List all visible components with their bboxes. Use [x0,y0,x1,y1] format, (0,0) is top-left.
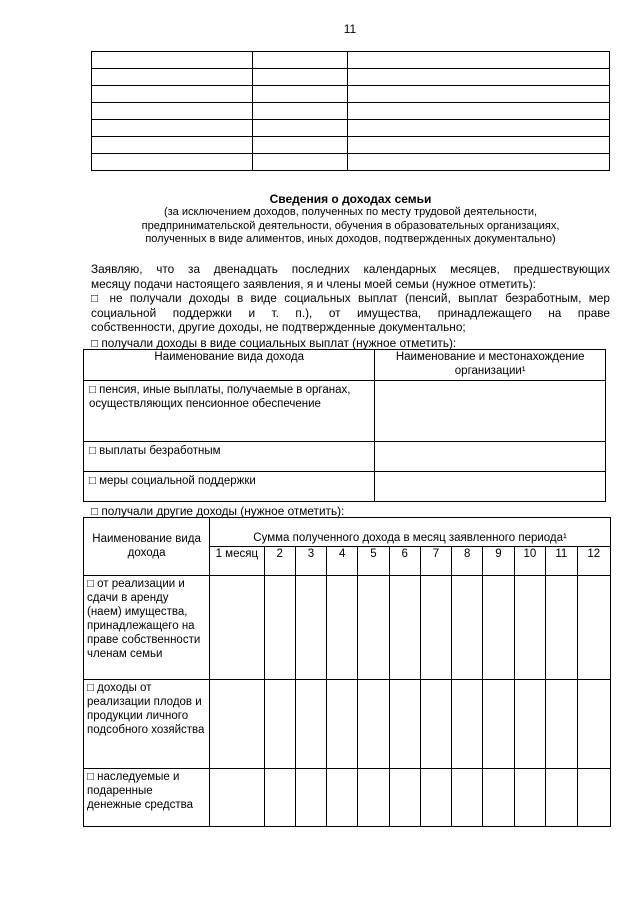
month-header: 6 [389,547,420,576]
amount-cell[interactable] [358,680,389,769]
header-income-type: Наименование вида дохода [84,350,375,381]
table-cell[interactable] [347,52,610,69]
amount-cell[interactable] [420,769,451,827]
table-cell[interactable] [252,120,347,137]
table-row [92,154,610,171]
table-cell[interactable] [252,137,347,154]
amount-cell[interactable] [327,576,358,680]
social-payments-table [83,349,606,502]
month-header: 1 месяц [210,547,264,576]
amount-cell[interactable] [514,680,545,769]
table-cell[interactable] [252,69,347,86]
section-subtitle [91,206,610,247]
table-cell[interactable] [347,154,610,171]
option-inherited-gifts[interactable]: □ наследуемые и подаренные денежные средства [84,769,210,827]
other-income-table [83,517,611,827]
table-header-row [84,518,611,547]
declaration-line: социальной поддержки и т. п.), от имущества, принадлежащего на праве [91,305,610,320]
month-header: 11 [546,547,577,576]
declaration-text [91,262,610,335]
amount-cell[interactable] [514,576,545,680]
table-row [84,680,611,769]
table-cell[interactable] [92,86,253,103]
amount-cell[interactable] [577,680,610,769]
amount-cell[interactable] [514,769,545,827]
table-cell[interactable] [347,86,610,103]
table-row [84,442,606,472]
table-header-row [84,350,606,381]
table-row [92,103,610,120]
blank-continuation-table [91,51,610,171]
table-row [84,472,606,502]
option-household-produce[interactable]: □ доходы от реализации плодов и продукции личного подсобного хозяйства [84,680,210,769]
month-header: 10 [514,547,545,576]
month-header: 3 [295,547,326,576]
table-row [92,137,610,154]
subtitle-line: полученных в виде алиментов, иных доходов, подтвержденных документально) [145,233,556,245]
organization-input[interactable] [375,472,606,502]
table-cell[interactable] [252,86,347,103]
amount-cell[interactable] [389,769,420,827]
declaration-line: Заявляю, что за двенадцать последних календарных месяцев, предшествующих [91,262,610,276]
amount-cell[interactable] [577,769,610,827]
amount-cell[interactable] [546,769,577,827]
amount-cell[interactable] [483,769,514,827]
amount-cell[interactable] [327,680,358,769]
month-header: 9 [483,547,514,576]
option-social-support[interactable]: □ меры социальной поддержки [84,472,375,502]
month-header: 7 [420,547,451,576]
table-row [84,769,611,827]
table-cell[interactable] [347,103,610,120]
section-title: Сведения о доходах семьи [269,192,432,206]
table-row [92,52,610,69]
amount-cell[interactable] [210,680,264,769]
option-unemployment[interactable]: □ выплаты безработным [84,442,375,472]
amount-cell[interactable] [210,769,264,827]
header-income-type: Наименование вида дохода [84,518,210,576]
month-header: 12 [577,547,610,576]
option-social-payments[interactable]: □ получали доходы в виде социальных выплат (нужное отметить): [91,336,457,350]
amount-cell[interactable] [389,576,420,680]
amount-cell[interactable] [295,576,326,680]
amount-cell[interactable] [546,680,577,769]
table-cell[interactable] [347,137,610,154]
table-cell[interactable] [92,52,253,69]
amount-cell[interactable] [358,576,389,680]
month-header: 2 [264,547,295,576]
amount-cell[interactable] [452,576,483,680]
amount-cell[interactable] [483,576,514,680]
declaration-line: месяцу подачи настоящего заявления, я и члены моей семьи (нужное отметить): [91,276,536,291]
table-cell[interactable] [252,103,347,120]
table-row [92,86,610,103]
amount-cell[interactable] [420,680,451,769]
amount-cell[interactable] [358,769,389,827]
amount-cell[interactable] [264,576,295,680]
table-cell[interactable] [252,154,347,171]
amount-cell[interactable] [264,680,295,769]
option-pension[interactable]: □ пенсия, иные выплаты, получаемые в органах, осуществляющих пенсионное обеспечение [84,381,375,442]
table-cell[interactable] [92,154,253,171]
page-number: 11 [343,22,357,36]
table-cell[interactable] [92,120,253,137]
table-cell[interactable] [347,120,610,137]
amount-cell[interactable] [483,680,514,769]
option-property-rent[interactable]: □ от реализации и сдачи в аренду (наем) имущества, принадлежащего на праве собственности членам семьи [84,576,210,680]
subtitle-line: (за исключением доходов, полученных по месту трудовой деятельности, [163,206,538,218]
month-header: 8 [452,547,483,576]
table-cell[interactable] [92,103,253,120]
subtitle-line: предпринимательской деятельности, обучения в образовательных организациях, [141,219,560,232]
table-row [84,381,606,442]
amount-cell[interactable] [295,769,326,827]
table-cell[interactable] [92,69,253,86]
organization-input[interactable] [375,442,606,472]
option-other-income[interactable]: □ получали другие доходы (нужное отметить): [91,504,345,518]
table-cell[interactable] [92,137,253,154]
table-cell[interactable] [252,52,347,69]
header-income-sum: Сумма полученного дохода в месяц заявленного периода¹ [210,518,611,547]
month-header: 4 [327,547,358,576]
amount-cell[interactable] [327,769,358,827]
option-not-received[interactable]: □ не получали доходы в виде социальных выплат (пенсий, выплат безработным, мер [91,291,610,305]
table-row [92,120,610,137]
declaration-line: собственности, другие доходы, не подтвержденные документально; [91,320,466,334]
amount-cell[interactable] [264,769,295,827]
amount-cell[interactable] [452,769,483,827]
amount-cell[interactable] [389,680,420,769]
table-row [84,576,611,680]
organization-input[interactable] [375,381,606,442]
amount-cell[interactable] [577,576,610,680]
amount-cell[interactable] [546,576,577,680]
amount-cell[interactable] [210,576,264,680]
amount-cell[interactable] [420,576,451,680]
table-row [92,69,610,86]
amount-cell[interactable] [452,680,483,769]
table-cell[interactable] [347,69,610,86]
header-organization: Наименование и местонахождение организации¹ [375,350,606,381]
amount-cell[interactable] [295,680,326,769]
month-header: 5 [358,547,389,576]
